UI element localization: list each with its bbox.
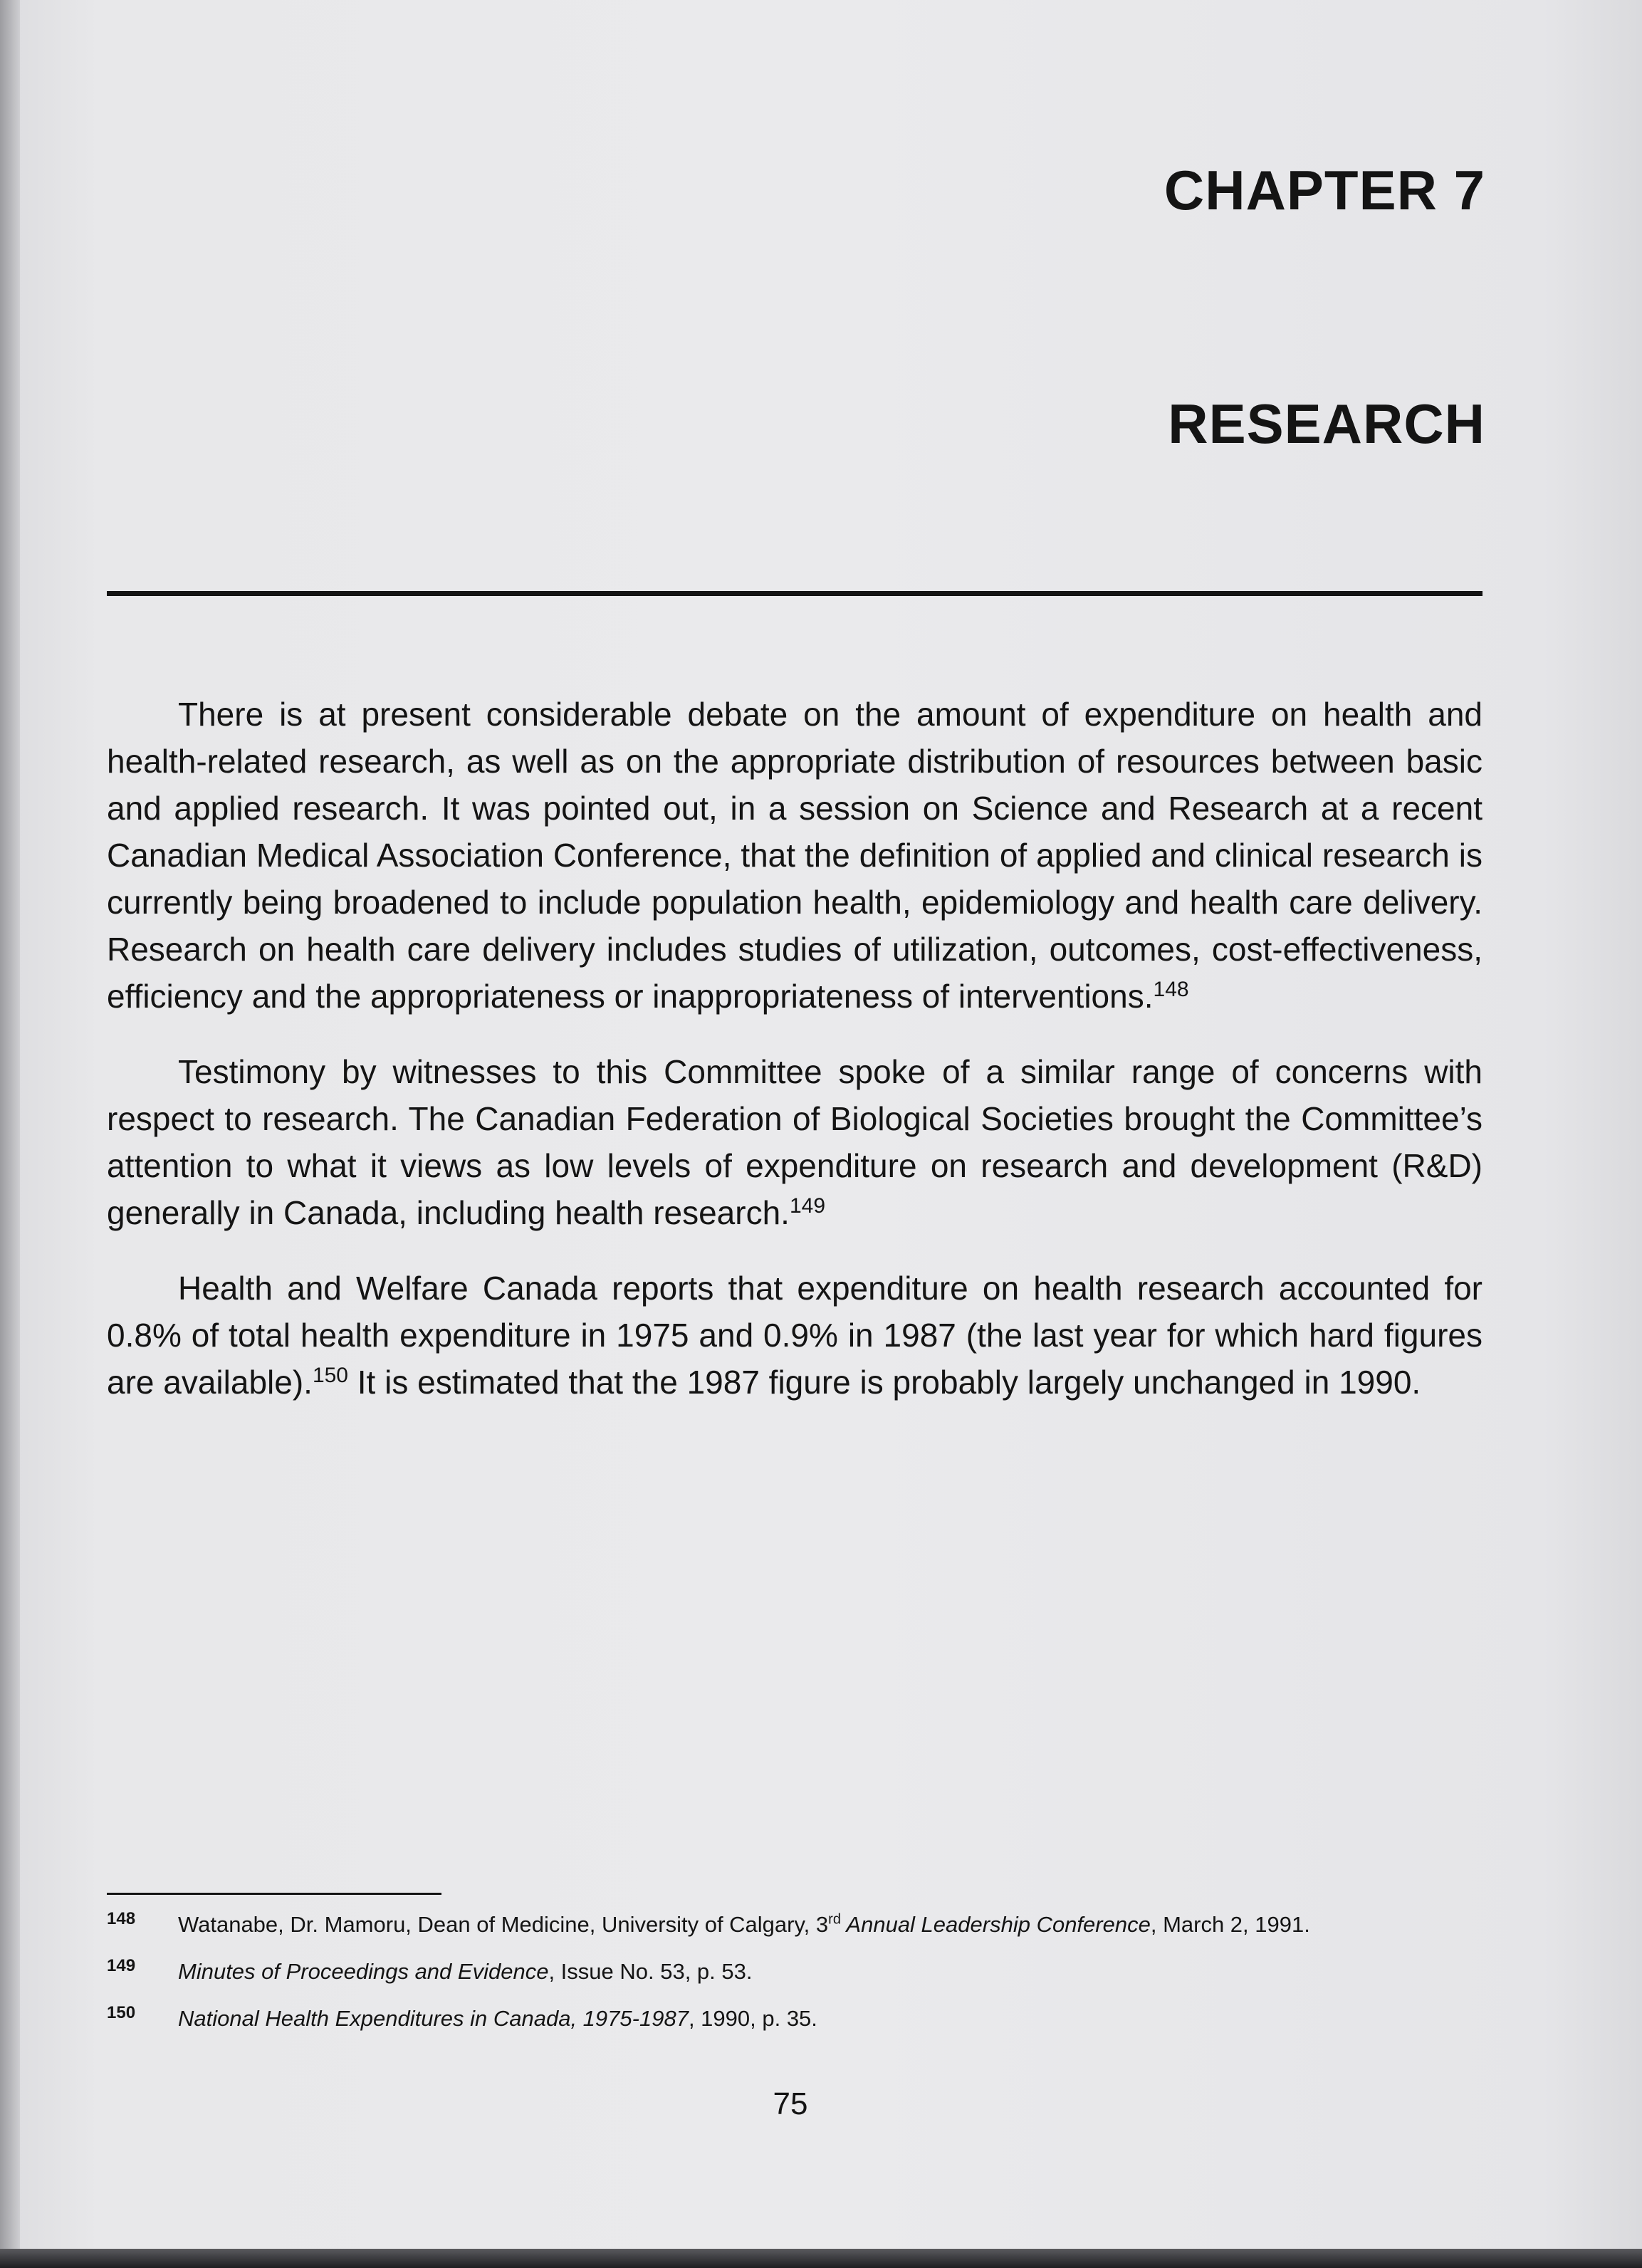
page-binding-shadow — [0, 0, 20, 2268]
footnote-title: Annual Leadership Conference — [840, 1912, 1151, 1937]
footnote-reference: 149 — [789, 1194, 826, 1218]
title-rule — [107, 591, 1482, 596]
footnote-title: National Health Expenditures in Canada, 1975-1987 — [178, 2006, 689, 2031]
footnote-reference: 150 — [312, 1364, 348, 1387]
footnote-reference: 148 — [1153, 978, 1189, 1001]
footnote-rule — [107, 1893, 441, 1895]
footnote-text — [178, 1908, 1310, 1941]
footnote-citation-end: , 1990, p. 35. — [688, 2006, 817, 2031]
paragraph — [107, 1048, 1482, 1236]
page-number: 75 — [773, 2086, 808, 2121]
chapter-label: CHAPTER 7 — [1163, 159, 1485, 221]
footnote-ordinal: rd — [828, 1911, 841, 1928]
footnote-number: 149 — [107, 1956, 136, 1975]
paragraph — [107, 1265, 1482, 1406]
paragraph-text: Testimony by witnesses to this Committee spoke of a similar range of concerns with respect to research. The Canadian Federation of Biological Societies brought the Committee’s attention to what it views as low levels of expenditure on research and development (R&D) generally in Canada, including health research. — [107, 1053, 1482, 1231]
footnote-citation-end: , March 2, 1991. — [1150, 1912, 1310, 1937]
page-bottom-edge — [0, 2249, 1642, 2268]
footnote-text — [178, 1955, 753, 1988]
chapter-title: RESEARCH — [1168, 392, 1485, 455]
paragraph — [107, 691, 1482, 1020]
paragraph-text: Health and Welfare Canada reports that expenditure on health research accounted for 0.8% of total health expenditure in 1975 and 0.9% in 1987 (the last year for which hard figures are available). — [107, 1270, 1482, 1401]
footnote-title: Minutes of Proceedings and Evidence — [178, 1959, 549, 1984]
footnote-citation: Watanabe, Dr. Mamoru, Dean of Medicine, University of Calgary, 3 — [178, 1912, 829, 1937]
footnote-text — [178, 2002, 817, 2035]
paragraph-text-continued: It is estimated that the 1987 figure is probably largely unchanged in 1990. — [348, 1364, 1421, 1401]
paragraph-text: There is at present considerable debate on the amount of expenditure on health and health-related research, as well as on the appropriate distribution of resources between basic and applied research. It was pointed out, in a session on Science and Research at a recent Canadian Medical Association Conference, that the definition of applied and clinical research is currently being broadened to include population health, epidemiology and health care delivery. Research on health care delivery includes studies of utilization, outcomes, cost-effectiveness, efficiency and the appropriateness or inappropriateness of interventions. — [107, 696, 1482, 1015]
body-text — [107, 691, 1482, 1434]
footnote — [107, 2000, 1482, 2047]
footnote-number: 150 — [107, 2003, 136, 2022]
footnote-citation-end: , Issue No. 53, p. 53. — [548, 1959, 753, 1984]
footnote — [107, 1953, 1482, 2000]
footnote-number: 148 — [107, 1909, 136, 1928]
footnotes — [107, 1906, 1482, 2047]
footnote — [107, 1906, 1482, 1953]
